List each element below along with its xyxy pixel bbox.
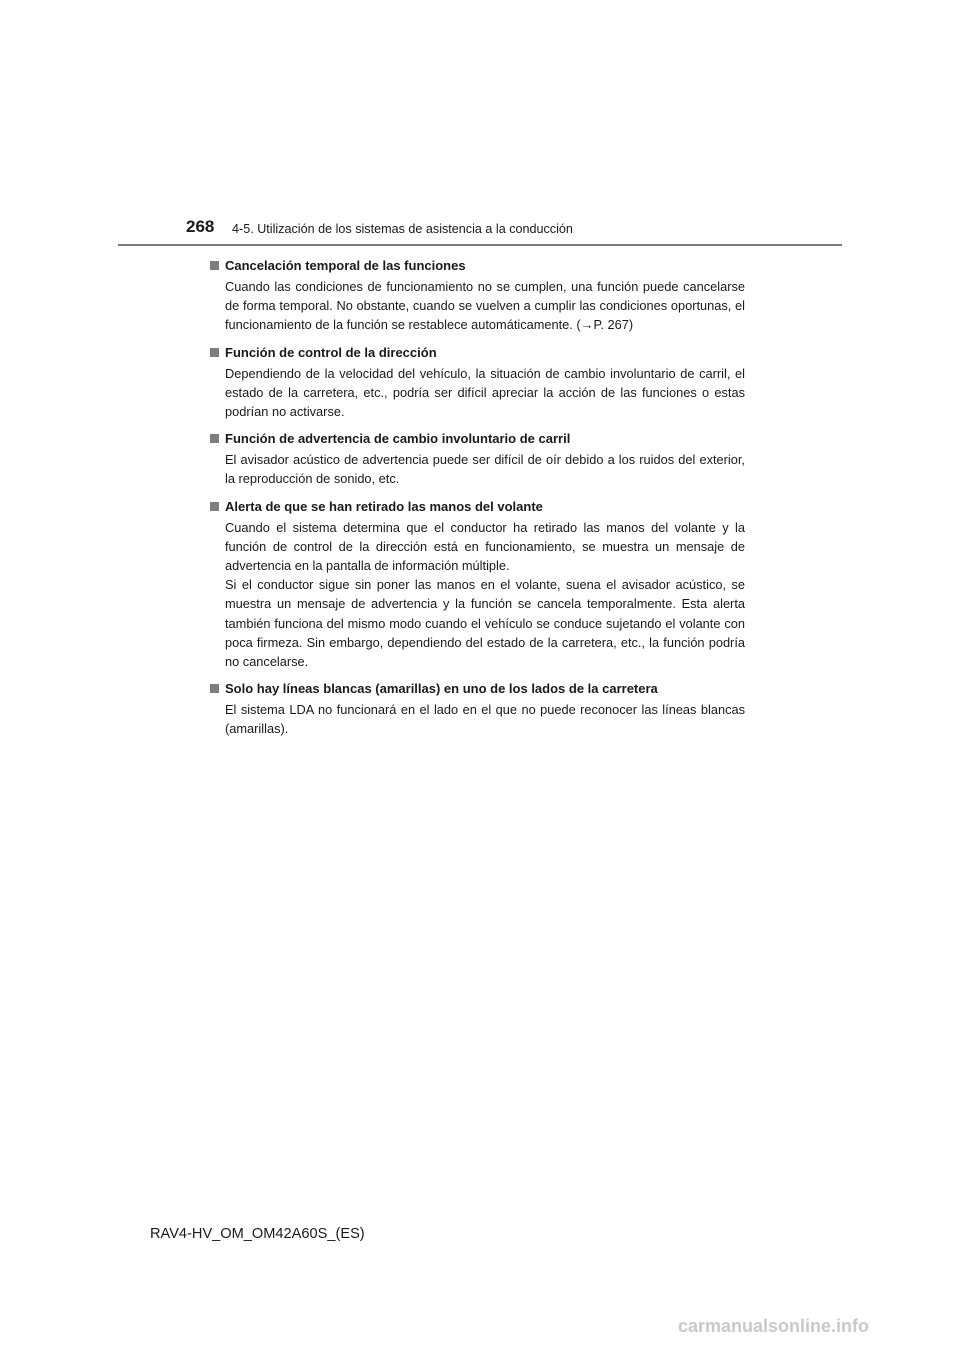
section-heading	[210, 256, 745, 275]
section-lane-departure-warning	[210, 429, 745, 488]
section-heading-text: Función de advertencia de cambio involuntario de carril	[225, 431, 571, 447]
header-divider	[118, 244, 842, 246]
section-heading-text: Cancelación temporal de las funciones	[225, 258, 466, 273]
content-body	[210, 256, 745, 747]
document-id: RAV4-HV_OM_OM42A60S_(ES)	[150, 1226, 365, 1242]
section-title: 4-5. Utilización de los sistemas de asistencia a la conducción	[232, 222, 573, 236]
section-paragraph: Cuando las condiciones de funcionamiento no se cumplen, una función puede cancelarse de forma temporal. No obstante, cuando se vuelven a cumplir las condiciones oportunas, el funcionamiento de la función se restablece automáticamente. (→P. 267)	[225, 279, 745, 333]
watermark-text: carmanualsonline.info	[678, 1316, 870, 1336]
section-heading	[210, 679, 745, 698]
square-bullet-icon	[210, 261, 219, 270]
square-bullet-icon	[210, 434, 219, 443]
section-hands-off-alert	[210, 497, 745, 672]
section-heading	[210, 497, 745, 516]
section-single-side-lines	[210, 679, 745, 738]
section-heading-text: Solo hay líneas blancas (amarillas) en uno de los lados de la carretera	[225, 681, 658, 697]
square-bullet-icon	[210, 502, 219, 511]
section-heading-text: Función de control de la dirección	[225, 344, 437, 360]
section-paragraph: Si el conductor sigue sin poner las manos en el volante, suena el avisador acústico, se muestra un mensaje de advertencia y la función se cancela temporalmente. Esta alerta también funciona del mismo modo cuando el vehículo se conduce sujetando el volante con poca firmeza. Sin embargo, dependiendo del estado de la carretera, etc., la función podría no cancelarse.	[225, 577, 745, 670]
section-paragraph: El sistema LDA no funcionará en el lado en el que no puede reconocer las líneas blancas (amarillas).	[225, 702, 745, 737]
section-paragraph: Cuando el sistema determina que el conductor ha retirado las manos del volante y la función de control de la dirección está en funcionamiento, se muestra un mensaje de advertencia en la pantalla de información múltiple.	[225, 519, 745, 574]
section-temporary-cancellation	[210, 256, 745, 335]
section-paragraph: El avisador acústico de advertencia puede ser difícil de oír debido a los ruidos del exterior, la reproducción de sonido, etc.	[225, 452, 745, 487]
section-heading	[210, 429, 745, 448]
square-bullet-icon	[210, 684, 219, 693]
square-bullet-icon	[210, 348, 219, 357]
section-steering-control	[210, 343, 745, 422]
section-paragraph: Dependiendo de la velocidad del vehículo, la situación de cambio involuntario de carril, el estado de la carretera, etc., podría ser difícil apreciar la acción de las funciones o estas podrían no activarse.	[225, 365, 745, 420]
section-heading-text: Alerta de que se han retirado las manos del volante	[225, 498, 543, 514]
section-heading	[210, 343, 745, 362]
page-number: 268	[186, 217, 215, 236]
